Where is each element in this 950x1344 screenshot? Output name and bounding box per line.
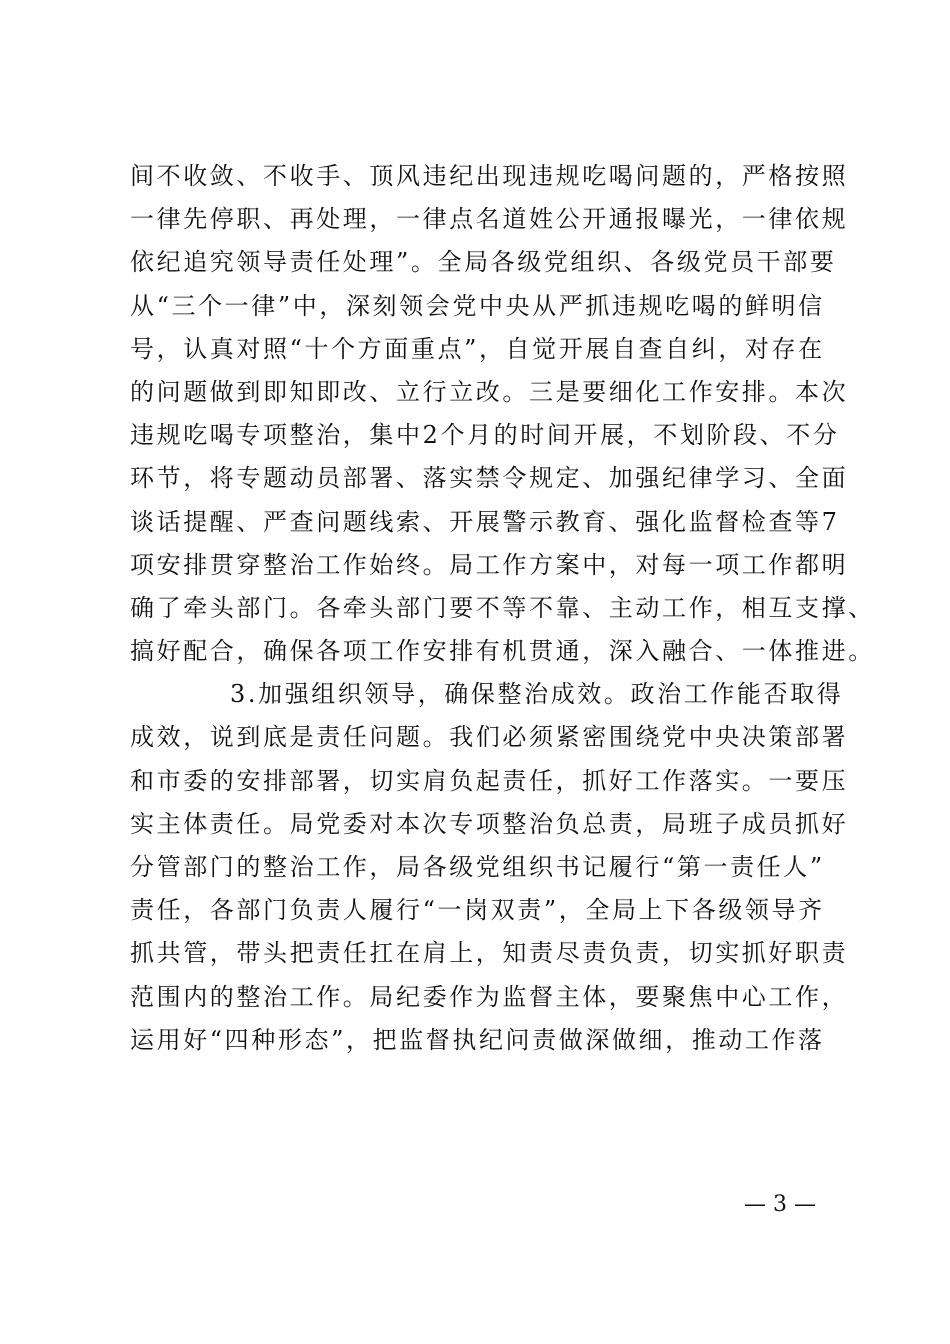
text-line-17: 分管部门的整治工作，局各级党组织书记履行“第一责任人”: [130, 853, 825, 881]
text-line-21: 运用好“四种形态”，把监督执纪问责做深做细，推动工作落: [130, 1025, 825, 1054]
text-line-14: 成效，说到底是责任问题。我们必须紧密围绕党中央决策部署: [130, 723, 849, 752]
body-text: [130, 155, 875, 1062]
text-line-9: 谈话提醒、严查问题线索、开展警示教育、强化监督检查等7: [130, 507, 840, 536]
text-line-6: 的问题做到即知即改、立行立改。三是要细化工作安排。本次: [130, 377, 849, 406]
text-line-16: 实主体责任。局党委对本次专项整治负总责，局班子成员抓好: [130, 809, 849, 838]
page-number: — 3 —: [744, 1192, 816, 1217]
text-line-7: 违规吃喝专项整治，集中2个月的时间开展，不划阶段、不分: [130, 421, 840, 450]
section-heading-line: 3.加强组织领导，确保整治成效。政治工作能否取得: [230, 680, 844, 709]
text-line-4: 从“三个一律”中，深刻领会党中央从严抓违规吃喝的鲜明信: [130, 291, 825, 320]
text-line-18: 责任，各部门负责人履行“一岗双责”，全局上下各级领导齐: [130, 896, 825, 925]
text-line-3: 依纪追究领导责任处理”。全局各级党组织、各级党员干部要: [130, 248, 837, 277]
text-line-11: 确了牵头部门。各牵头部门要不等不靠、主动工作，相互支撑、: [130, 593, 875, 622]
text-line-20: 范围内的整治工作。局纪委作为监督主体，要聚焦中心工作，: [130, 982, 849, 1011]
text-line-12: 搞好配合，确保各项工作安排有机贯通，深入融合、一体推进。: [130, 637, 875, 666]
text-line-1: 间不收敛、不收手、顶风违纪出现违规吃喝问题的，严格按照: [130, 162, 849, 190]
text-line-15: 和市委的安排部署，切实肩负起责任，抓好工作落实。一要压: [130, 766, 849, 795]
text-line-8: 环节，将专题动员部署、落实禁令规定、加强纪律学习、全面: [130, 464, 849, 493]
text-line-5: 号，认真对照“十个方面重点”，自觉开展自查自纠，对存在: [130, 334, 825, 363]
text-line-10: 项安排贯穿整治工作始终。局工作方案中，对每一项工作都明: [130, 550, 849, 579]
text-line-2: 一律先停职、再处理，一律点名道姓公开通报曝光，一律依规: [130, 205, 849, 234]
text-line-19: 抓共管，带头把责任扛在肩上，知责尽责负责，切实抓好职责: [130, 939, 849, 968]
